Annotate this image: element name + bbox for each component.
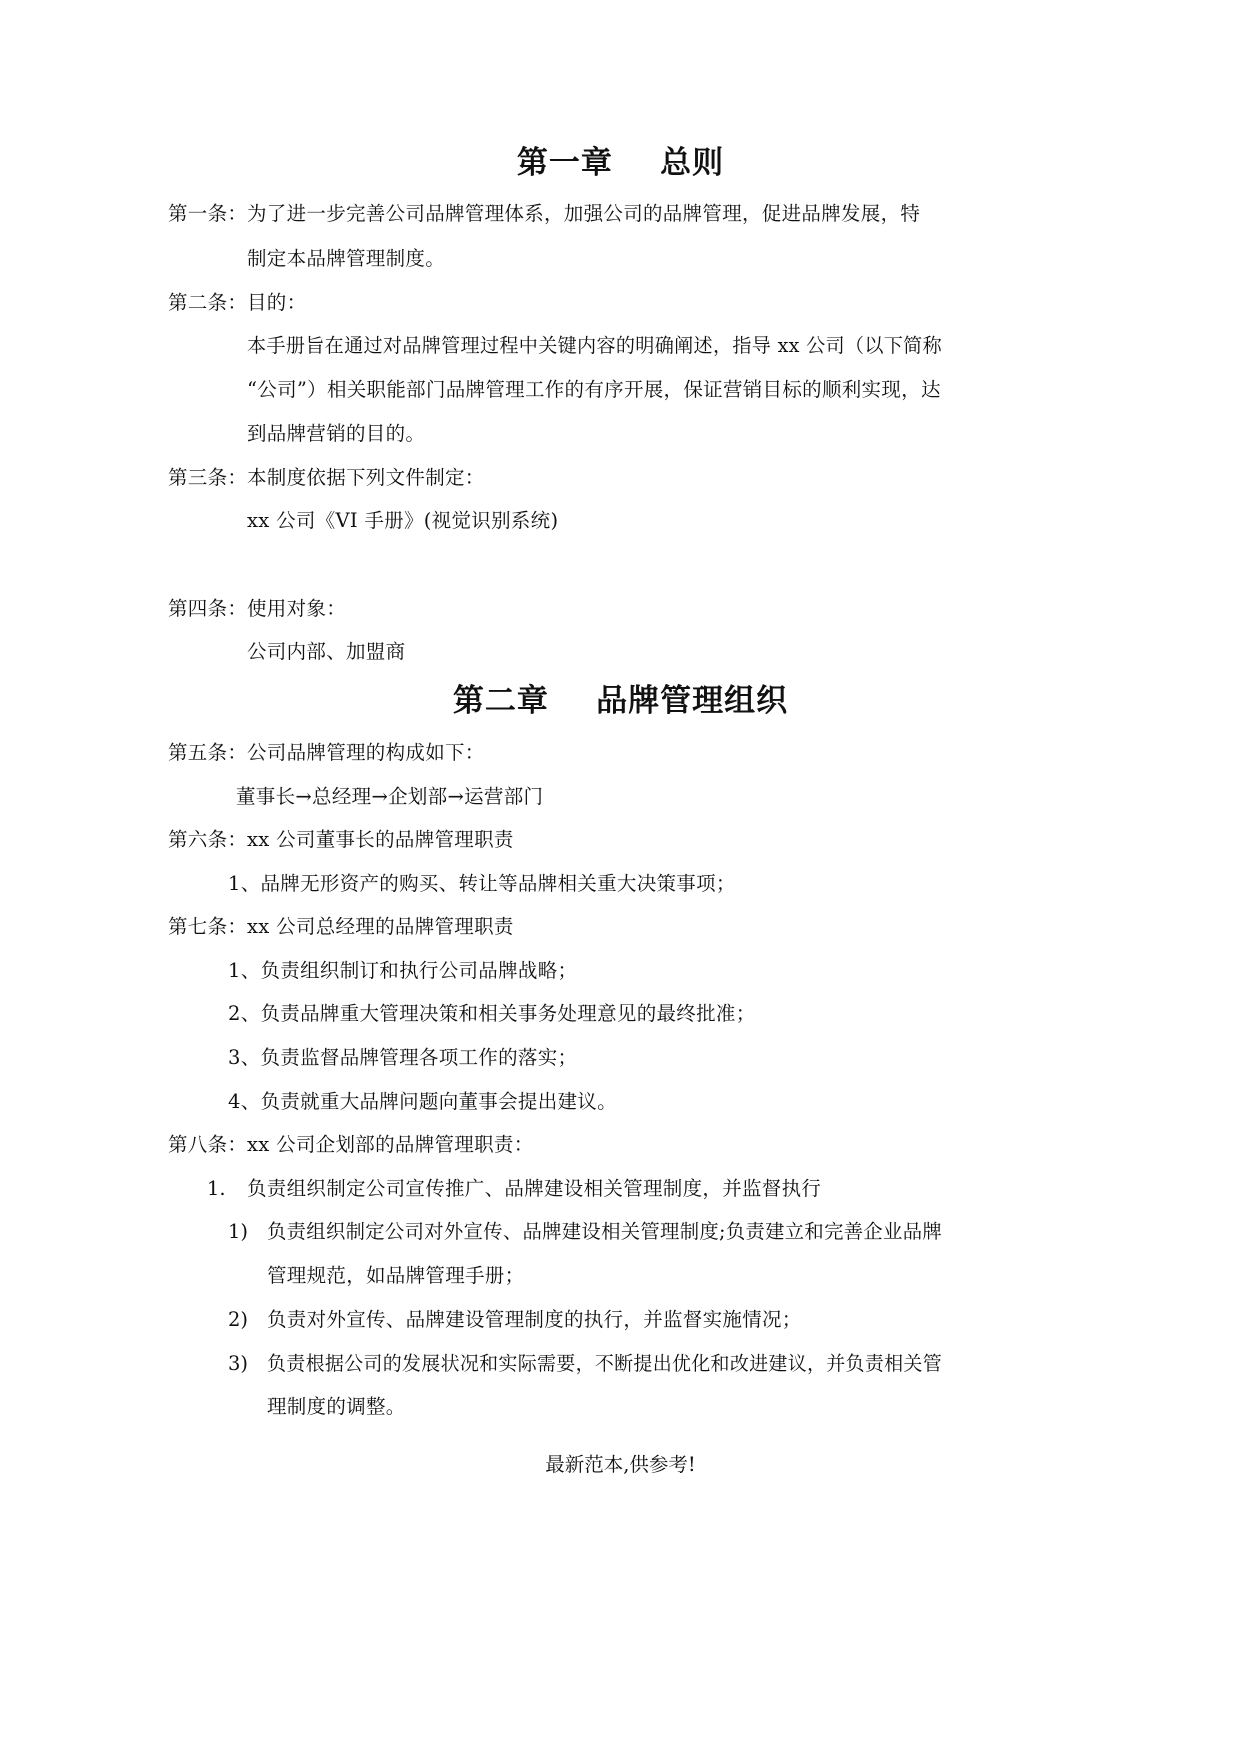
article-1-line-1: 为了进一步完善公司品牌管理体系，加强公司的品牌管理，促进品牌发展，特 xyxy=(247,202,921,225)
article-8-sub-3-marker: 3) xyxy=(228,1352,249,1375)
article-3-label: 第三条： xyxy=(168,466,248,489)
article-2-line-2: “公司”）相关职能部门品牌管理工作的有序开展，保证营销目标的顺利实现，达 xyxy=(247,378,941,401)
article-1-label: 第一条： xyxy=(168,202,248,225)
article-8-item-1-text: 负责组织制定公司宣传推广、品牌建设相关管理制度，并监督执行 xyxy=(247,1177,822,1200)
article-7-item-4: 4、负责就重大品牌问题向董事会提出建议。 xyxy=(228,1090,617,1113)
article-4-label: 第四条： xyxy=(168,597,248,620)
article-2-label: 第二条： xyxy=(168,291,248,314)
article-6-label: 第六条： xyxy=(168,828,248,851)
page-footer: 最新范本,供参考! xyxy=(545,1453,696,1476)
article-8-sub-2-marker: 2) xyxy=(228,1308,249,1331)
article-6-item-1: 1、品牌无形资产的购买、转让等品牌相关重大决策事项； xyxy=(228,872,736,895)
article-3-heading: 本制度依据下列文件制定： xyxy=(247,466,485,489)
article-3-line-1: xx 公司《VI 手册》(视觉识别系统) xyxy=(247,509,559,532)
article-8-item-1-marker: 1. xyxy=(207,1177,226,1200)
article-7-heading: xx 公司总经理的品牌管理职责 xyxy=(247,915,514,938)
article-1-line-2: 制定本品牌管理制度。 xyxy=(247,247,446,270)
article-8-label: 第八条： xyxy=(168,1133,248,1156)
article-7-item-3: 3、负责监督品牌管理各项工作的落实； xyxy=(228,1046,578,1069)
article-2-line-3: 到品牌营销的目的。 xyxy=(247,422,426,445)
article-8-sub-1-line-1: 负责组织制定公司对外宣传、品牌建设相关管理制度;负责建立和完善企业品牌 xyxy=(267,1220,942,1243)
article-5-heading: 公司品牌管理的构成如下： xyxy=(247,741,485,764)
article-8-sub-1-line-2: 管理规范，如品牌管理手册； xyxy=(267,1264,525,1287)
article-7-label: 第七条： xyxy=(168,915,248,938)
article-8-sub-2-line-1: 负责对外宣传、品牌建设管理制度的执行，并监督实施情况； xyxy=(267,1308,802,1331)
chapter-1-title: 第一章 总则 xyxy=(516,145,725,181)
article-8-sub-3-line-1: 负责根据公司的发展状况和实际需要，不断提出优化和改进建议，并负责相关管 xyxy=(267,1352,942,1375)
article-8-sub-1-marker: 1) xyxy=(228,1220,249,1243)
article-8-heading: xx 公司企划部的品牌管理职责： xyxy=(247,1133,534,1156)
article-8-sub-3-line-2: 理制度的调整。 xyxy=(267,1395,406,1418)
article-2-line-1: 本手册旨在通过对品牌管理过程中关键内容的明确阐述，指导 xx 公司（以下简称 xyxy=(247,334,942,357)
article-7-item-1: 1、负责组织制订和执行公司品牌战略； xyxy=(228,959,578,982)
article-2-heading: 目的： xyxy=(247,291,307,314)
chapter-2-title: 第二章 品牌管理组织 xyxy=(452,683,789,719)
article-5-line-1: 董事长→总经理→企划部→运营部门 xyxy=(236,785,544,808)
article-6-heading: xx 公司董事长的品牌管理职责 xyxy=(247,828,514,851)
article-4-heading: 使用对象： xyxy=(247,597,347,620)
article-4-line-1: 公司内部、加盟商 xyxy=(247,640,406,663)
article-5-label: 第五条： xyxy=(168,741,248,764)
article-7-item-2: 2、负责品牌重大管理决策和相关事务处理意见的最终批准； xyxy=(228,1002,756,1025)
